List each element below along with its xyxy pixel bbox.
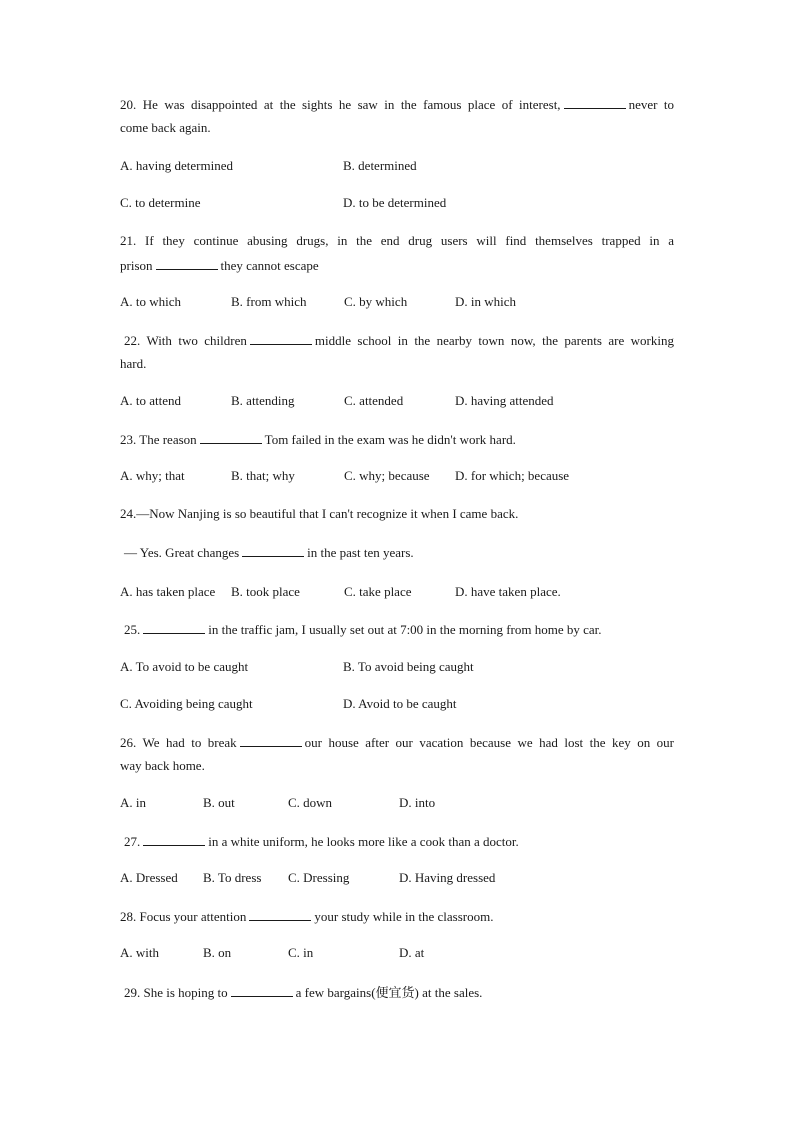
option-a: A. with [120, 945, 159, 960]
question-27-stem: 27. in a white uniform, he looks more like a cook than a doctor. [124, 834, 519, 849]
question-22-stem-cont: hard. [120, 356, 147, 371]
option-c: C. attended [344, 393, 404, 408]
option-b: B. To dress [203, 870, 262, 885]
answer-blank [249, 908, 311, 921]
question-22-stem: 22. With two children middle school in the nearby town now, the parents are working [124, 333, 674, 348]
option-d: D. to be determined [343, 195, 447, 210]
question-24-reply: — Yes. Great changes in the past ten years. [124, 545, 414, 560]
answer-blank [143, 833, 205, 846]
answer-blank [240, 734, 302, 747]
option-c: C. down [288, 795, 333, 810]
option-a: A. to which [120, 294, 182, 309]
option-b: B. determined [343, 158, 417, 173]
question-23-stem: 23. The reason Tom failed in the exam was he didn't work hard. [120, 432, 516, 447]
option-d: D. at [399, 945, 425, 960]
option-b: B. on [203, 945, 232, 960]
question-28-stem: 28. Focus your attention your study while in the classroom. [120, 909, 494, 924]
option-c: C. in [288, 945, 314, 960]
option-d: D. into [399, 795, 436, 810]
question-20-stem-cont: come back again. [120, 120, 211, 135]
option-b: B. attending [231, 393, 295, 408]
option-b: B. that; why [231, 468, 295, 483]
question-26-stem-cont: way back home. [120, 758, 205, 773]
option-b: B. out [203, 795, 235, 810]
answer-blank [250, 332, 312, 345]
answer-blank [242, 544, 304, 557]
option-a: A. in [120, 795, 146, 810]
answer-blank [564, 96, 626, 109]
answer-blank [200, 431, 262, 444]
option-c: C. Avoiding being caught [120, 696, 253, 711]
question-24-stem: 24.—Now Nanjing is so beautiful that I can't recognize it when I came back. [120, 506, 519, 521]
option-d: D. for which; because [455, 468, 570, 483]
answer-blank [156, 257, 218, 270]
option-c: C. to determine [120, 195, 201, 210]
question-20-stem: 20. He was disappointed at the sights he saw in the famous place of interest, never to [120, 97, 674, 112]
answer-blank [231, 984, 293, 997]
option-a: A. why; that [120, 468, 185, 483]
option-a: A. Dressed [120, 870, 178, 885]
option-c: C. by which [344, 294, 408, 309]
option-d: D. Avoid to be caught [343, 696, 457, 711]
option-c: C. Dressing [288, 870, 350, 885]
answer-blank [143, 621, 205, 634]
question-29-stem: 29. She is hoping to a few bargains(便宜货) at the sales. [124, 985, 483, 1000]
option-b: B. took place [231, 584, 300, 599]
option-a: A. having determined [120, 158, 233, 173]
option-d: D. having attended [455, 393, 554, 408]
option-b: B. To avoid being caught [343, 659, 474, 674]
question-26-stem: 26. We had to break our house after our vacation because we had lost the key on our [120, 735, 674, 750]
option-d: D. in which [455, 294, 517, 309]
option-d: D. Having dressed [399, 870, 496, 885]
option-d: D. have taken place. [455, 584, 561, 599]
option-b: B. from which [231, 294, 307, 309]
option-a: A. to attend [120, 393, 182, 408]
option-a: A. has taken place [120, 584, 216, 599]
option-c: C. why; because [344, 468, 430, 483]
question-21-stem-cont: prison they cannot escape [120, 258, 319, 273]
question-21-stem: 21. If they continue abusing drugs, in the end drug users will find themselves trapped in a [120, 233, 674, 248]
question-25-stem: 25. in the traffic jam, I usually set out at 7:00 in the morning from home by car. [124, 622, 602, 637]
option-c: C. take place [344, 584, 412, 599]
option-a: A. To avoid to be caught [120, 659, 249, 674]
